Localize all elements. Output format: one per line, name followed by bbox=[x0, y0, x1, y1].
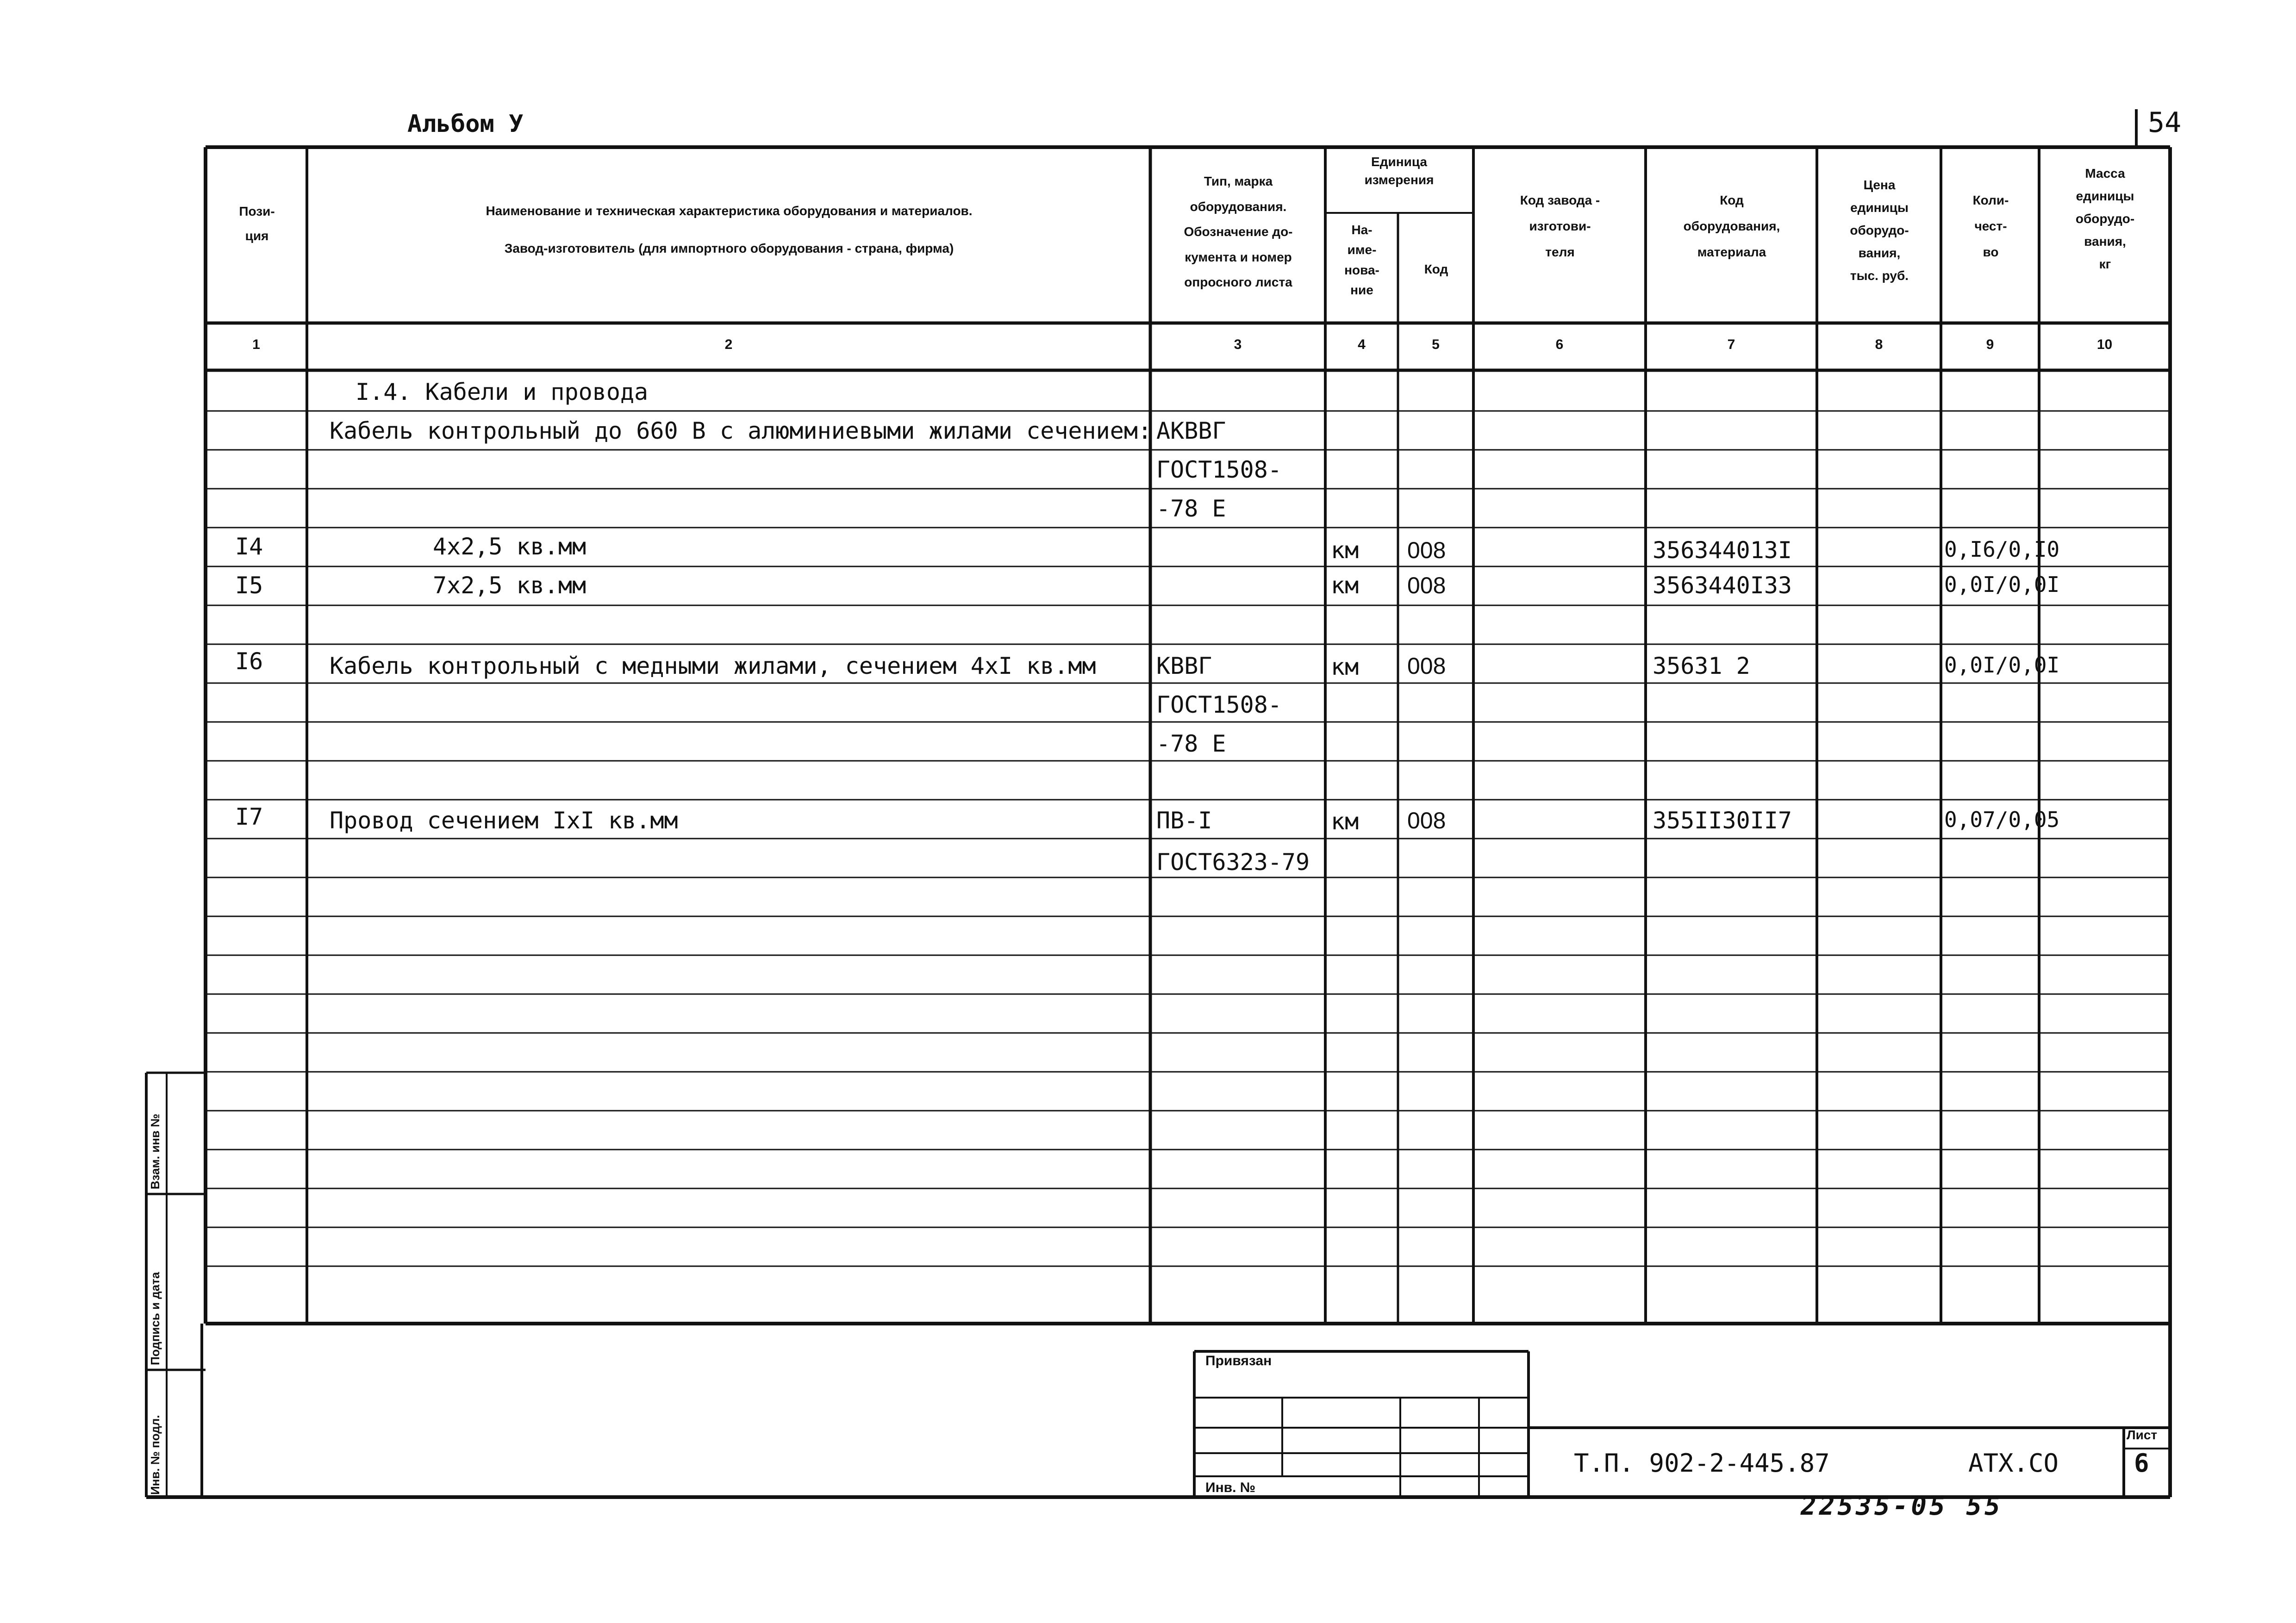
row-equipment-code: 355II30II7 bbox=[1653, 807, 1792, 834]
row-unit-code: 008 bbox=[1407, 572, 1446, 598]
column-number: 8 bbox=[1875, 337, 1883, 352]
row-position: I5 bbox=[235, 572, 263, 599]
column-number: 2 bbox=[724, 337, 733, 352]
header-equipment-code: Код оборудования, материала bbox=[1683, 193, 1780, 259]
column-number: 6 bbox=[1555, 337, 1564, 352]
row-equipment-code: 35631 2 bbox=[1653, 653, 1750, 679]
row-type: ПВ-I bbox=[1156, 807, 1212, 834]
row-name: 4х2,5 кв.мм bbox=[433, 533, 586, 560]
row-position: I4 bbox=[235, 533, 263, 560]
row-quantity: 0,07/0,05 bbox=[1944, 807, 2060, 832]
side-label-signature: Подпись и дата bbox=[148, 1272, 162, 1365]
row-unit-code: 008 bbox=[1407, 808, 1446, 833]
row-quantity: 0,I6/0,I0 bbox=[1944, 537, 2060, 562]
row-unit: км bbox=[1331, 537, 1359, 564]
column-number: 4 bbox=[1358, 337, 1366, 352]
header-quantity: Коли- чест- во bbox=[1972, 193, 2009, 259]
row-unit: км bbox=[1331, 653, 1359, 680]
album-title: Альбом У bbox=[407, 110, 524, 138]
row-type: -78 Е bbox=[1156, 730, 1226, 757]
row-type: -78 Е bbox=[1156, 495, 1226, 522]
row-position: I7 bbox=[235, 803, 263, 830]
header-type: Тип, марка оборудования. Обозначение до- кумента и номер опросного листа bbox=[1184, 174, 1293, 290]
document-mark: АТХ.СО bbox=[1968, 1449, 2059, 1478]
sheet-label: Лист bbox=[2127, 1428, 2158, 1442]
stamp-bound-label: Привязан bbox=[1205, 1353, 1272, 1368]
row-type: ГОСТ1508- bbox=[1156, 691, 1282, 718]
section-heading: I.4. Кабели и провода bbox=[356, 379, 649, 405]
row-name: Кабель контрольный с медными жилами, сечением 4хI кв.мм bbox=[330, 653, 1096, 679]
stamp-inventory-label: Инв. № bbox=[1205, 1480, 1256, 1495]
sheet-number: 6 bbox=[2134, 1449, 2149, 1478]
side-label-inventory: Инв. № подл. bbox=[148, 1415, 162, 1495]
handwritten-number: 22535-05 55 bbox=[1801, 1491, 2003, 1521]
column-number: 9 bbox=[1986, 337, 1994, 352]
row-type: ГОСТ1508- bbox=[1156, 456, 1282, 483]
row-type: АКВВГ bbox=[1156, 417, 1226, 444]
row-unit-code: 008 bbox=[1407, 537, 1446, 563]
column-number: 1 bbox=[252, 337, 260, 352]
header-mass: Масса единицы оборудо- вания, кг bbox=[2075, 166, 2135, 271]
row-quantity: 0,0I/0,0I bbox=[1944, 653, 2060, 678]
row-unit: км bbox=[1331, 808, 1359, 835]
row-name: 7х2,5 кв.мм bbox=[433, 572, 586, 599]
header-factory-code: Код завода - изготови- теля bbox=[1520, 193, 1600, 259]
header-unit-name: На- име- нова- ние bbox=[1344, 223, 1379, 298]
header-name: Наименование и техническая характеристика оборудования и материалов. Завод-изготовитель (для импортного оборудования - страна, фирма) bbox=[486, 204, 973, 256]
header-unit-code: Код bbox=[1424, 262, 1448, 276]
row-unit: км bbox=[1331, 572, 1359, 599]
row-unit-code: 008 bbox=[1407, 653, 1446, 679]
header-price: Цена единицы оборудо- вания, тыс. руб. bbox=[1850, 178, 1909, 283]
row-equipment-code: 3563440I33 bbox=[1653, 572, 1792, 599]
row-type: ГОСТ6323-79 bbox=[1156, 849, 1310, 876]
column-number: 10 bbox=[2096, 337, 2113, 352]
row-quantity: 0,0I/0,0I bbox=[1944, 572, 2060, 597]
header-unit-group: Единица измерения bbox=[1364, 155, 1434, 187]
header-position: Пози- ция bbox=[239, 204, 275, 243]
side-label-replacement: Взам. инв № bbox=[148, 1113, 162, 1189]
row-type: КВВГ bbox=[1156, 653, 1212, 679]
document-code: Т.П. 902-2-445.87 bbox=[1574, 1449, 1830, 1478]
row-name: Кабель контрольный до 660 В с алюминиевыми жилами сечением: bbox=[330, 417, 1152, 444]
column-number: 7 bbox=[1727, 337, 1735, 352]
column-number: 5 bbox=[1432, 337, 1440, 352]
page-number: 54 bbox=[2148, 106, 2182, 139]
column-number: 3 bbox=[1234, 337, 1242, 352]
row-name: Провод сечением IхI кв.мм bbox=[330, 807, 678, 834]
row-position: I6 bbox=[235, 648, 263, 675]
row-equipment-code: 356344013I bbox=[1653, 537, 1792, 564]
